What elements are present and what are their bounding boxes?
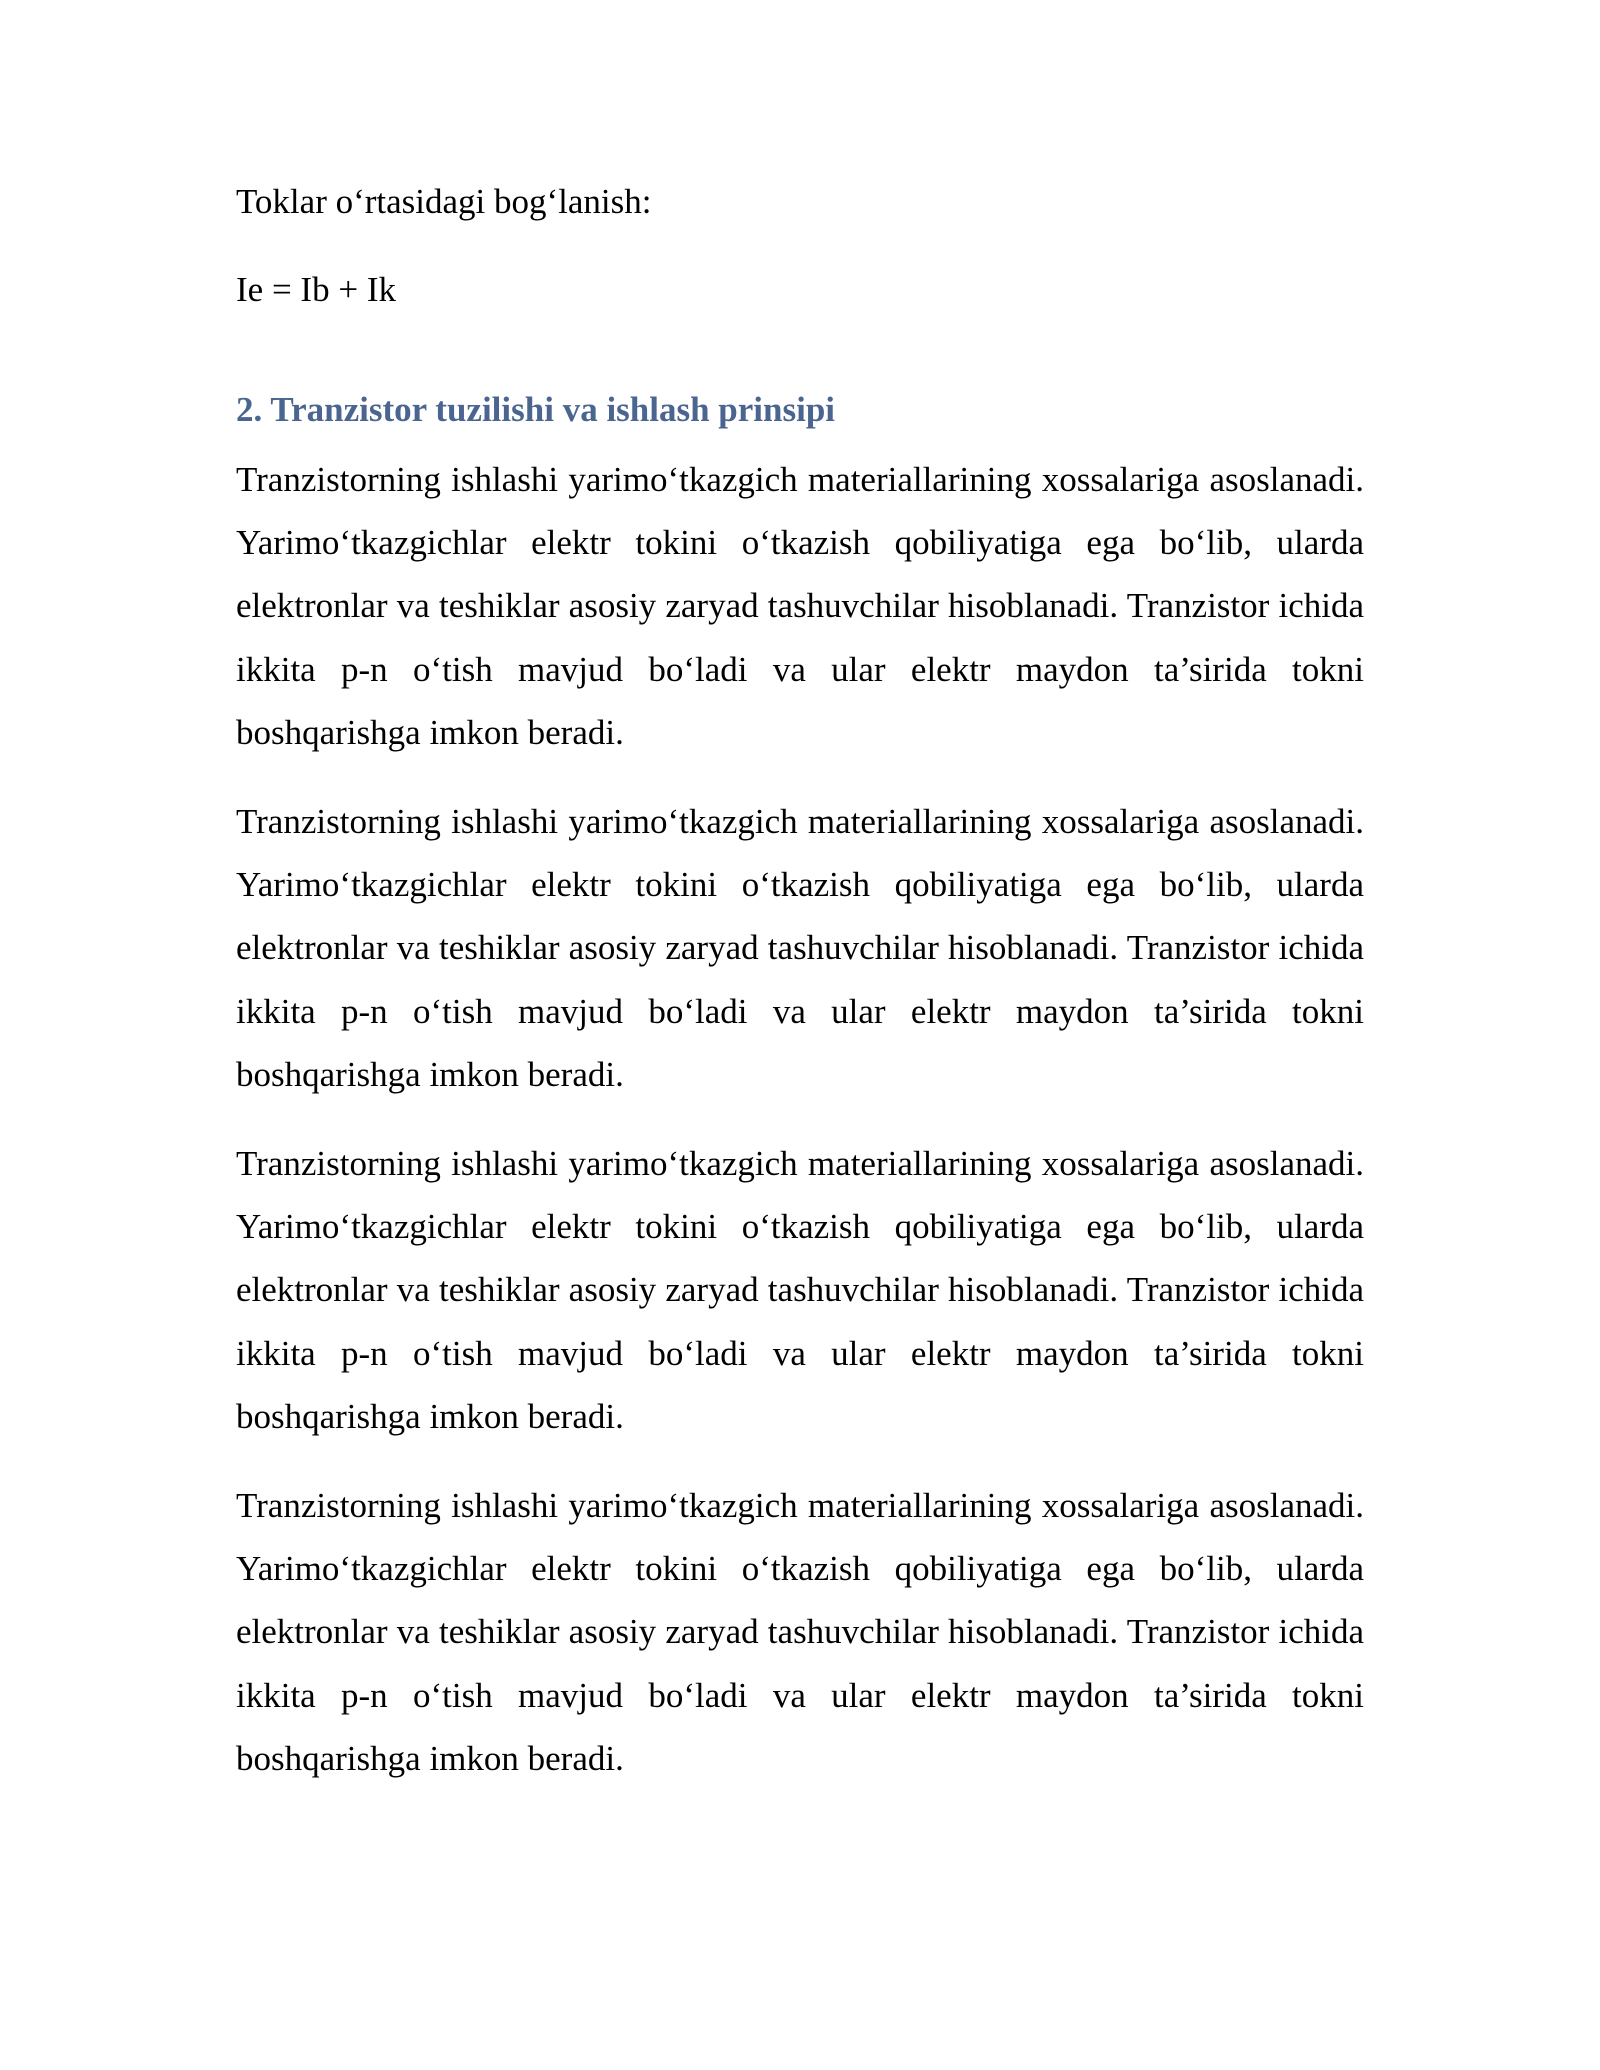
document-page: [236, 180, 1364, 1816]
body-paragraph-1: Tranzistorning ishlashi yarimo‘tkazgich materiallarining xossalariga asoslanadi. Yarimo‘tkazgichlar elektr tokini o‘tkazish qobiliyatiga ega bo‘lib, ularda elektronlar va teshiklar asosiy zaryad tashuvchilar hisoblanadi. Tranzistor ichida ikkita p-n o‘tish mavjud bo‘ladi va ular elektr maydon ta’sirida tokni boshqarishga imkon beradi.: [236, 460, 1364, 752]
body-paragraph-2: Tranzistorning ishlashi yarimo‘tkazgich materiallarining xossalariga asoslanadi. Yarimo‘tkazgichlar elektr tokini o‘tkazish qobiliyatiga ega bo‘lib, ularda elektronlar va teshiklar asosiy zaryad tashuvchilar hisoblanadi. Tranzistor ichida ikkita p-n o‘tish mavjud bo‘ladi va ular elektr maydon ta’sirida tokni boshqarishga imkon beradi.: [236, 802, 1364, 1094]
body-paragraph-3: Tranzistorning ishlashi yarimo‘tkazgich materiallarining xossalariga asoslanadi. Yarimo‘tkazgichlar elektr tokini o‘tkazish qobiliyatiga ega bo‘lib, ularda elektronlar va teshiklar asosiy zaryad tashuvchilar hisoblanadi. Tranzistor ichida ikkita p-n o‘tish mavjud bo‘ladi va ular elektr maydon ta’sirida tokni boshqarishga imkon beradi.: [236, 1144, 1364, 1436]
body-paragraph-4: Tranzistorning ishlashi yarimo‘tkazgich materiallarining xossalariga asoslanadi. Yarimo‘tkazgichlar elektr tokini o‘tkazish qobiliyatiga ega bo‘lib, ularda elektronlar va teshiklar asosiy zaryad tashuvchilar hisoblanadi. Tranzistor ichida ikkita p-n o‘tish mavjud bo‘ladi va ular elektr maydon ta’sirida tokni boshqarishga imkon beradi.: [236, 1486, 1364, 1778]
current-formula: Ie = Ib + Ik: [236, 270, 396, 309]
intro-text: Toklar o‘rtasidagi bog‘lanish:: [236, 182, 652, 221]
section-heading: 2. Tranzistor tuzilishi va ishlash prinsipi: [236, 390, 836, 429]
